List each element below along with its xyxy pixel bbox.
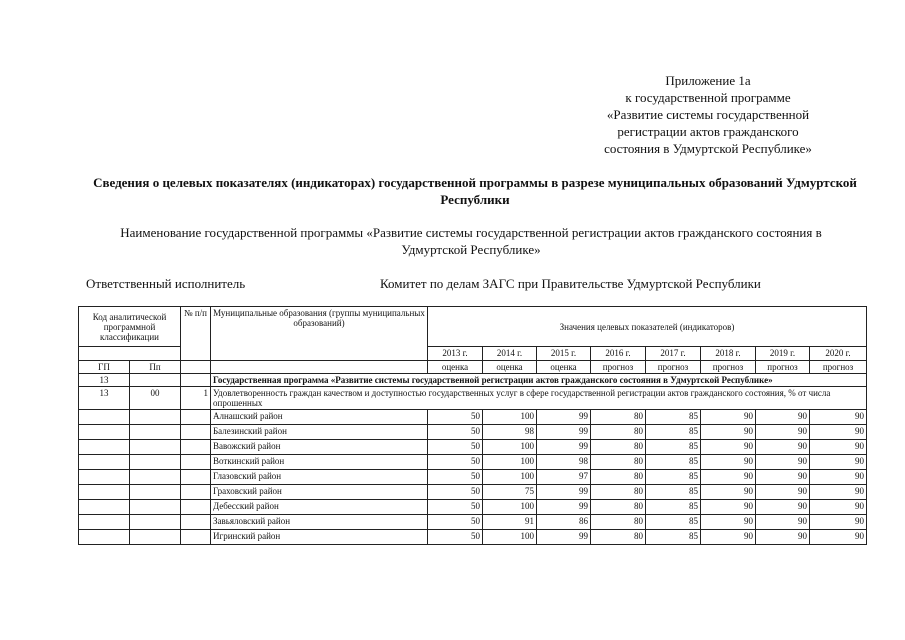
empty-cell xyxy=(181,530,211,545)
responsible-label: Ответственный исполнитель xyxy=(86,276,246,291)
indicator-value: 90 xyxy=(701,470,756,485)
indicator-value: 90 xyxy=(701,440,756,455)
indicator-value: 90 xyxy=(756,440,810,455)
table-row xyxy=(79,515,867,530)
indicator-value: 98 xyxy=(537,455,591,470)
indicator-value: 90 xyxy=(701,500,756,515)
indicator-value: 90 xyxy=(756,425,810,440)
appendix-line: «Развитие системы государственной xyxy=(606,107,810,122)
indicator-value: 86 xyxy=(537,515,591,530)
indicator-value: 85 xyxy=(646,455,701,470)
indicator-value: 99 xyxy=(537,500,591,515)
indicator-value: 50 xyxy=(428,530,483,545)
indicator-value: 100 xyxy=(483,455,537,470)
table-row xyxy=(79,485,867,500)
empty-cell xyxy=(181,361,211,374)
value-kind-header: прогноз xyxy=(810,361,867,374)
indicator-value: 80 xyxy=(591,530,646,545)
indicator-value: 90 xyxy=(810,440,867,455)
indicator-gp: 13 xyxy=(79,387,130,410)
empty-cell xyxy=(181,500,211,515)
indicator-value: 85 xyxy=(646,485,701,500)
municipality-name: Алнашский район xyxy=(211,410,428,425)
indicator-value: 75 xyxy=(483,485,537,500)
values-header: Значения целевых показателей (индикаторов) xyxy=(428,307,867,347)
indicator-value: 90 xyxy=(756,410,810,425)
indicator-value: 97 xyxy=(537,470,591,485)
indicator-value: 90 xyxy=(756,455,810,470)
table-row xyxy=(79,425,867,440)
year-header: 2015 г. xyxy=(537,347,591,361)
num-header: № п/п xyxy=(181,307,211,361)
indicator-value: 80 xyxy=(591,485,646,500)
empty-cell xyxy=(79,425,130,440)
responsible-value: Комитет по делам ЗАГС при Правительстве Удмуртской Республики xyxy=(380,276,761,291)
year-header: 2020 г. xyxy=(810,347,867,361)
municipality-name: Игринский район xyxy=(211,530,428,545)
appendix-line: Приложение 1а xyxy=(665,73,751,88)
indicator-value: 80 xyxy=(591,440,646,455)
indicator-value: 100 xyxy=(483,440,537,455)
table-row xyxy=(79,470,867,485)
municipality-name: Вавожский район xyxy=(211,440,428,455)
indicator-value: 90 xyxy=(756,485,810,500)
empty-cell xyxy=(79,530,130,545)
value-kind-header: прогноз xyxy=(591,361,646,374)
indicator-value: 100 xyxy=(483,470,537,485)
table-row xyxy=(79,500,867,515)
indicator-value: 85 xyxy=(646,440,701,455)
indicator-value: 100 xyxy=(483,500,537,515)
year-header: 2016 г. xyxy=(591,347,646,361)
indicator-value: 90 xyxy=(810,530,867,545)
indicator-value: 90 xyxy=(810,515,867,530)
indicator-value: 99 xyxy=(537,485,591,500)
table-row xyxy=(79,455,867,470)
appendix-line: к государственной программе xyxy=(625,90,791,105)
year-header: 2018 г. xyxy=(701,347,756,361)
municipality-name: Воткинский район xyxy=(211,455,428,470)
indicator-value: 90 xyxy=(810,410,867,425)
gp-header: ГП xyxy=(79,361,130,374)
indicator-value: 90 xyxy=(701,485,756,500)
empty-cell xyxy=(79,500,130,515)
document-title: Сведения о целевых показателях (индикаторах) государственной программы в разрезе муниципальных образований Удмуртской Республики xyxy=(93,175,857,207)
indicator-value: 85 xyxy=(646,410,701,425)
indicator-value: 80 xyxy=(591,455,646,470)
program-row-text: Государственная программа «Развитие системы государственной регистрации актов гражданского состояния в Удмуртской Республике» xyxy=(211,374,867,387)
appendix-note xyxy=(560,72,856,157)
pp-header: Пп xyxy=(130,361,181,374)
indicator-text: Удовлетворенность граждан качеством и доступностью государственных услуг в сфере государственной регистрации актов гражданского состояния, % от числа опрошенных xyxy=(211,387,867,410)
value-kind-header: оценка xyxy=(537,361,591,374)
empty-cell xyxy=(130,530,181,545)
indicator-value: 99 xyxy=(537,410,591,425)
indicators-table xyxy=(78,306,867,545)
indicator-value: 90 xyxy=(810,500,867,515)
indicator-value: 99 xyxy=(537,425,591,440)
program-name: Наименование государственной программы «Развитие системы государственной регистрации актов гражданского состояния в Удмуртской Республике» xyxy=(120,225,822,257)
empty-cell xyxy=(181,440,211,455)
table-row xyxy=(79,530,867,545)
empty-cell xyxy=(130,410,181,425)
indicator-value: 90 xyxy=(810,455,867,470)
indicator-pp: 00 xyxy=(130,387,181,410)
empty-cell xyxy=(181,410,211,425)
indicator-value: 90 xyxy=(701,455,756,470)
empty-cell xyxy=(79,410,130,425)
empty-cell xyxy=(79,455,130,470)
indicator-value: 50 xyxy=(428,455,483,470)
table-row xyxy=(79,410,867,425)
empty-cell xyxy=(130,470,181,485)
indicator-value: 90 xyxy=(810,470,867,485)
empty-cell xyxy=(181,470,211,485)
empty-cell xyxy=(130,515,181,530)
indicator-value: 90 xyxy=(756,470,810,485)
indicator-value: 100 xyxy=(483,530,537,545)
value-kind-header: прогноз xyxy=(756,361,810,374)
indicator-value: 90 xyxy=(810,485,867,500)
empty-cell xyxy=(79,485,130,500)
empty-cell xyxy=(130,374,181,387)
indicator-value: 50 xyxy=(428,470,483,485)
indicator-value: 85 xyxy=(646,500,701,515)
code-header-spacer xyxy=(79,347,181,361)
indicator-value: 50 xyxy=(428,500,483,515)
empty-cell xyxy=(181,515,211,530)
program-gp: 13 xyxy=(79,374,130,387)
indicator-value: 99 xyxy=(537,440,591,455)
municipality-name: Дебесский район xyxy=(211,500,428,515)
value-kind-header: прогноз xyxy=(701,361,756,374)
empty-cell xyxy=(130,425,181,440)
indicator-value: 90 xyxy=(701,530,756,545)
indicator-value: 100 xyxy=(483,410,537,425)
indicator-value: 90 xyxy=(756,500,810,515)
municipality-name: Граховский район xyxy=(211,485,428,500)
indicator-value: 99 xyxy=(537,530,591,545)
indicator-value: 50 xyxy=(428,410,483,425)
code-header: Код аналитической программной классификации xyxy=(79,307,181,347)
indicator-value: 50 xyxy=(428,485,483,500)
indicator-value: 80 xyxy=(591,515,646,530)
year-header: 2013 г. xyxy=(428,347,483,361)
empty-cell xyxy=(181,485,211,500)
indicator-value: 90 xyxy=(701,410,756,425)
table-row xyxy=(79,440,867,455)
indicator-value: 80 xyxy=(591,410,646,425)
indicator-value: 85 xyxy=(646,515,701,530)
empty-cell xyxy=(79,440,130,455)
appendix-line: состояния в Удмуртской Республике» xyxy=(604,141,812,156)
year-header: 2014 г. xyxy=(483,347,537,361)
indicator-value: 80 xyxy=(591,470,646,485)
indicator-value: 90 xyxy=(701,515,756,530)
indicator-value: 85 xyxy=(646,425,701,440)
empty-cell xyxy=(130,500,181,515)
municipality-name: Завьяловский район xyxy=(211,515,428,530)
value-kind-header: прогноз xyxy=(646,361,701,374)
empty-cell xyxy=(211,361,428,374)
indicator-value: 90 xyxy=(756,515,810,530)
indicator-value: 90 xyxy=(810,425,867,440)
empty-cell xyxy=(181,374,211,387)
empty-cell xyxy=(181,425,211,440)
value-kind-header: оценка xyxy=(428,361,483,374)
municipality-name: Балезинский район xyxy=(211,425,428,440)
indicator-value: 91 xyxy=(483,515,537,530)
indicator-value: 50 xyxy=(428,425,483,440)
municipality-name: Глазовский район xyxy=(211,470,428,485)
municipality-header: Муниципальные образования (группы муниципальных образований) xyxy=(211,307,428,361)
empty-cell xyxy=(181,455,211,470)
indicator-value: 80 xyxy=(591,425,646,440)
value-kind-header: оценка xyxy=(483,361,537,374)
empty-cell xyxy=(130,440,181,455)
indicator-value: 98 xyxy=(483,425,537,440)
empty-cell xyxy=(130,455,181,470)
empty-cell xyxy=(79,515,130,530)
indicator-value: 85 xyxy=(646,470,701,485)
indicator-value: 90 xyxy=(701,425,756,440)
empty-cell xyxy=(130,485,181,500)
indicator-value: 50 xyxy=(428,440,483,455)
appendix-line: регистрации актов гражданского xyxy=(617,124,799,139)
year-header: 2019 г. xyxy=(756,347,810,361)
indicator-value: 85 xyxy=(646,530,701,545)
indicator-value: 80 xyxy=(591,500,646,515)
indicator-value: 50 xyxy=(428,515,483,530)
indicator-num: 1 xyxy=(181,387,211,410)
empty-cell xyxy=(79,470,130,485)
year-header: 2017 г. xyxy=(646,347,701,361)
indicator-value: 90 xyxy=(756,530,810,545)
